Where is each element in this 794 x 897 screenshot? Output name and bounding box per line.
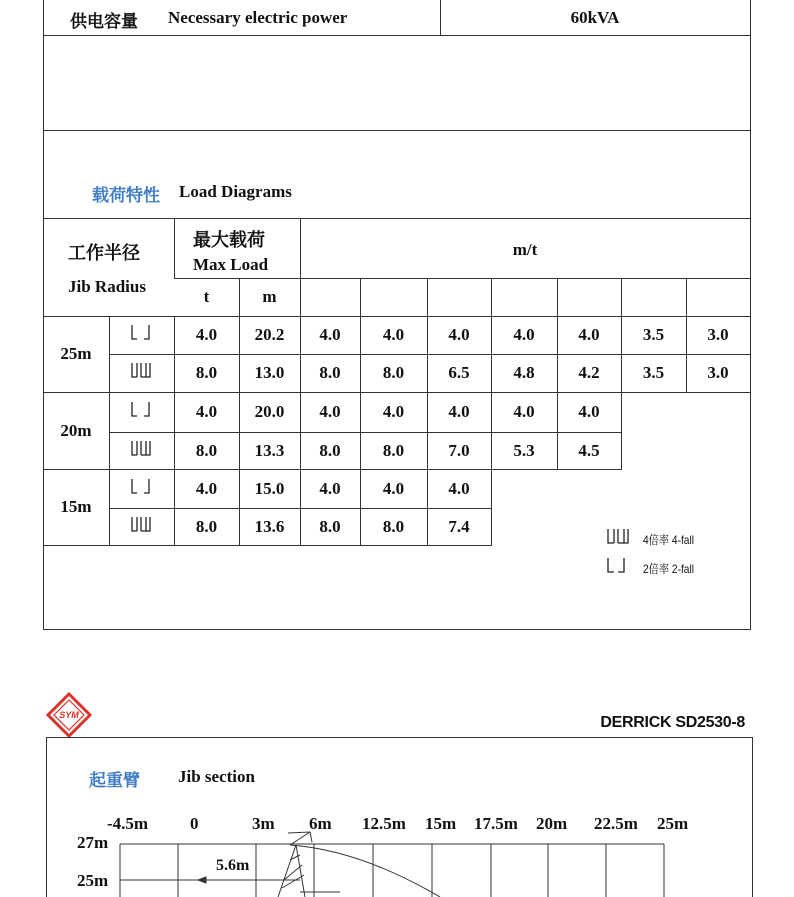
load-value-cell: 8.0	[195, 516, 218, 536]
four-fall-hook-icon	[129, 439, 153, 459]
legend-4fall-text: 4倍率 4-fall	[643, 533, 695, 547]
load-value-cell: 8.0	[319, 516, 341, 536]
load-value-cell: 4.0	[382, 402, 405, 421]
load-value-cell: 15.0	[254, 478, 285, 498]
load-label-en: Load Diagrams	[179, 182, 292, 201]
load-value-cell: 4.0	[578, 325, 600, 344]
legend-2fall-text: 2倍率 2-fall	[643, 562, 695, 576]
grid-line	[360, 278, 361, 316]
grid-line	[621, 392, 622, 433]
radius-cell-25m: 25m	[60, 344, 92, 363]
grid-line	[621, 278, 622, 316]
jib-mast	[278, 845, 305, 897]
jib-x-label: 3m	[252, 814, 275, 833]
two-fall-hook-icon	[605, 556, 633, 576]
jib-label-cn: 起重臂	[89, 771, 140, 791]
jib-y-label-25: 25m	[77, 871, 109, 890]
jib-x-label: 25m	[657, 814, 689, 833]
grid-line	[174, 432, 175, 470]
load-value-cell: 8.0	[195, 440, 218, 460]
load-value-cell: 8.0	[382, 440, 405, 460]
grid-line	[109, 316, 110, 546]
model-title: DERRICK SD2530-8	[600, 714, 745, 731]
four-fall-hook-icon	[129, 361, 153, 381]
load-value-cell: 4.0	[319, 402, 341, 421]
radius-header-cn: 工作半径	[68, 243, 140, 264]
load-value-cell: 4.0	[448, 402, 470, 421]
sym-logo-icon	[46, 692, 92, 738]
jib-x-label: 6m	[309, 814, 332, 833]
grid-line	[621, 432, 622, 470]
group-line	[43, 545, 109, 546]
grid-line	[427, 278, 428, 316]
load-value-cell: 13.3	[254, 440, 285, 460]
load-value-cell: 8.0	[319, 440, 341, 460]
load-value-cell: 4.0	[578, 402, 600, 421]
load-value-cell: 4.0	[382, 325, 405, 344]
load-value-cell: 20.2	[254, 325, 285, 344]
load-value-cell: 5.3	[513, 440, 535, 460]
load-value-cell: 4.0	[382, 478, 405, 498]
load-value-cell: 8.0	[319, 363, 341, 382]
load-value-cell: 4.0	[195, 478, 218, 498]
four-fall-hook-icon	[605, 527, 633, 547]
grid-line	[300, 278, 301, 316]
load-value-cell: 8.0	[382, 516, 405, 536]
jib-x-label: 17.5m	[474, 814, 518, 833]
load-value-cell: 4.0	[448, 325, 470, 344]
jib-x-label: 20m	[536, 814, 568, 833]
jib-y-label-27: 27m	[77, 833, 109, 852]
load-value-cell: 7.4	[448, 516, 470, 536]
body-top-line	[43, 316, 751, 317]
two-fall-hook-icon	[129, 477, 153, 497]
unit-header: m/t	[512, 240, 538, 259]
load-value-cell: 13.0	[254, 363, 285, 382]
grid-line	[174, 218, 175, 278]
jib-curve	[290, 845, 440, 897]
load-value-cell: 4.0	[513, 325, 535, 344]
grid-line	[491, 469, 492, 509]
grid-line	[491, 278, 492, 316]
jib-dim-label: 5.6m	[216, 857, 250, 874]
load-value-cell: 4.0	[319, 478, 341, 498]
power-label-cn: 供电容量	[70, 12, 138, 32]
power-value: 60kVA	[570, 8, 620, 27]
grid-line	[43, 392, 109, 393]
col-header-m: m	[262, 287, 277, 306]
power-label-en: Necessary electric power	[168, 8, 348, 27]
jib-x-label: 15m	[425, 814, 457, 833]
load-value-cell: 3.0	[707, 325, 729, 344]
load-value-cell: 13.6	[254, 516, 285, 536]
four-fall-hook-icon	[129, 515, 153, 535]
load-value-cell: 8.0	[382, 363, 405, 382]
load-value-cell: 3.5	[642, 325, 665, 344]
grid-line	[174, 354, 175, 393]
jib-x-label: -4.5m	[107, 814, 149, 833]
grid-line	[750, 278, 751, 316]
two-fall-hook-icon	[129, 323, 153, 343]
jib-x-label: 12.5m	[362, 814, 406, 833]
grid-line	[557, 278, 558, 316]
load-value-cell: 20.0	[254, 402, 285, 421]
load-value-cell: 4.0	[319, 325, 341, 344]
table-top-line	[43, 218, 751, 219]
grid-line	[43, 218, 44, 546]
sym-logo-text: SYM	[59, 710, 79, 720]
load-value-cell: 4.0	[195, 402, 218, 421]
grid-line	[491, 508, 492, 546]
grid-line	[174, 508, 175, 546]
grid-line	[174, 392, 175, 433]
load-value-cell: 6.5	[448, 363, 470, 382]
radius-header-en: Jib Radius	[68, 277, 146, 296]
load-value-cell: 7.0	[448, 440, 470, 460]
maxload-header-en: Max Load	[193, 255, 269, 274]
load-value-cell: 8.0	[195, 363, 218, 382]
grid-line	[750, 316, 751, 355]
load-value-cell: 4.0	[195, 325, 218, 344]
load-value-cell: 4.5	[578, 440, 600, 460]
load-value-cell: 3.0	[707, 363, 729, 382]
load-value-cell: 4.2	[578, 363, 600, 382]
two-fall-hook-icon	[129, 400, 153, 420]
load-value-cell: 4.8	[513, 363, 535, 382]
radius-cell-15m: 15m	[60, 497, 92, 516]
grid-line	[43, 469, 109, 470]
load-value-cell: 4.0	[448, 478, 470, 498]
grid-line	[174, 316, 175, 355]
radius-cell-20m: 20m	[60, 420, 92, 440]
grid-line	[174, 469, 175, 509]
col-header-t: t	[203, 287, 210, 306]
load-value-cell: 3.5	[642, 363, 665, 382]
jib-x-label: 0	[190, 814, 199, 833]
grid-line	[686, 278, 687, 316]
jib-x-label: 22.5m	[594, 814, 638, 833]
maxload-header-cn: 最大载荷	[193, 230, 265, 251]
jib-label-en: Jib section	[178, 767, 255, 786]
load-value-cell: 4.0	[513, 402, 535, 421]
load-label-cn: 载荷特性	[92, 186, 160, 206]
grid-line	[750, 354, 751, 393]
